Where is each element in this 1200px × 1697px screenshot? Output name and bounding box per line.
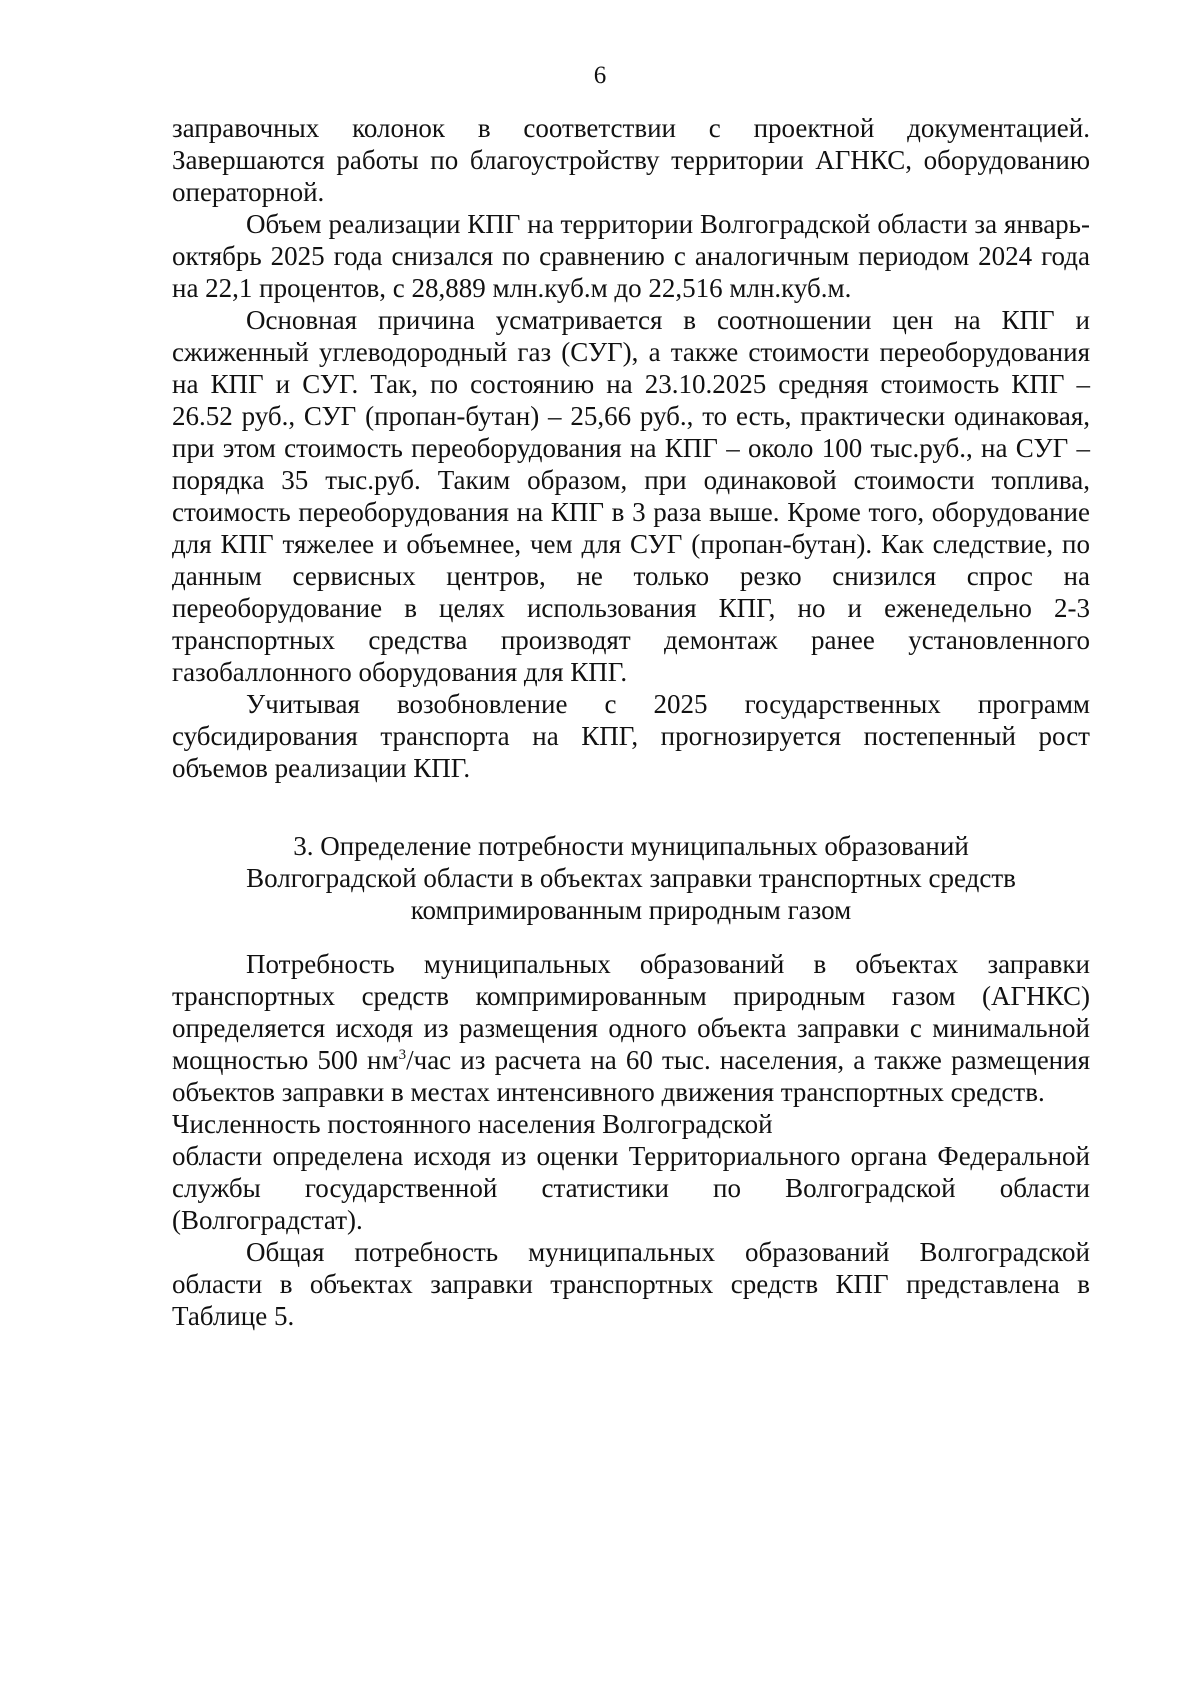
paragraph-kpg-volume: Объем реализации КПГ на территории Волгоградской области за январь-октябрь 2025 года снизался по сравнению с аналогичным периодом 2024 года на 22,1 процентов, с 28,889 млн.куб.м до 22,516 млн.куб.м.: [172, 209, 1090, 303]
section-heading-line-1: 3. Определение потребности муниципальных образований: [293, 831, 969, 861]
paragraph-forecast: Учитывая возобновление с 2025 государственных программ субсидирования транспорта на КПГ, прогнозируется постепенный рост объемов реализации КПГ.: [172, 689, 1090, 783]
paragraph-demand-part-1: Потребность муниципальных образований в объектах заправки транспортных средств компримированным природным газом (АГНКС) определяется исходя из размещения одного объекта заправки с минимальной мощностью 500 нм: [172, 949, 1090, 1075]
superscript-cubic: 3: [398, 1047, 407, 1063]
paragraph-population: [172, 1108, 1090, 1236]
paragraph-demand-part-2: /час из расчета на 60 тыс. населения, а также размещения объектов заправки в местах интенсивного движения транспортных средств.: [172, 1045, 1090, 1107]
paragraph-demand: [172, 948, 1090, 1108]
section-text-block: [172, 948, 1090, 1332]
paragraph-population-first-line: Численность постоянного населения Волгоградской: [172, 1109, 773, 1139]
paragraph-total-demand: Общая потребность муниципальных образований Волгоградской области в объектах заправки транспортных средств КПГ представлена в Таблице 5.: [172, 1237, 1090, 1331]
section-heading: [172, 830, 1090, 926]
section-heading-line-3: компримированным природным газом: [410, 895, 852, 925]
top-text-block: [172, 112, 1090, 784]
paragraph-population-rest: области определена исходя из оценки Территориального органа Федеральной службы государственной статистики по Волгоградской области (Волгоградстат).: [172, 1141, 1090, 1235]
paragraph-continuation: заправочных колонок в соответствии с проектной документацией. Завершаются работы по благоустройству территории АГНКС, оборудованию операторной.: [172, 113, 1090, 207]
page-number: 6: [593, 62, 607, 89]
paragraph-main-reason: Основная причина усматривается в соотношении цен на КПГ и сжиженный углеводородный газ (СУГ), а также стоимости переоборудования на КПГ и СУГ. Так, по состоянию на 23.10.2025 средняя стоимость КПГ – 26.52 руб., СУГ (пропан-бутан) – 25,66 руб., то есть, практически одинаковая, при этом стоимость переоборудования на КПГ – около 100 тыс.руб., на СУГ – порядка 35 тыс.руб. Таким образом, при одинаковой стоимости топлива, стоимость переоборудования на КПГ в 3 раза выше. Кроме того, оборудование для КПГ тяжелее и объемнее, чем для СУГ (пропан-бутан). Как следствие, по данным сервисных центров, не только резко снизился спрос на переоборудование в целях использования КПГ, но и еженедельно 2-3 транспортных средства производят демонтаж ранее установленного газобаллонного оборудования для КПГ.: [172, 305, 1090, 687]
section-heading-line-2: Волгоградской области в объектах заправки транспортных средств: [246, 863, 1016, 893]
